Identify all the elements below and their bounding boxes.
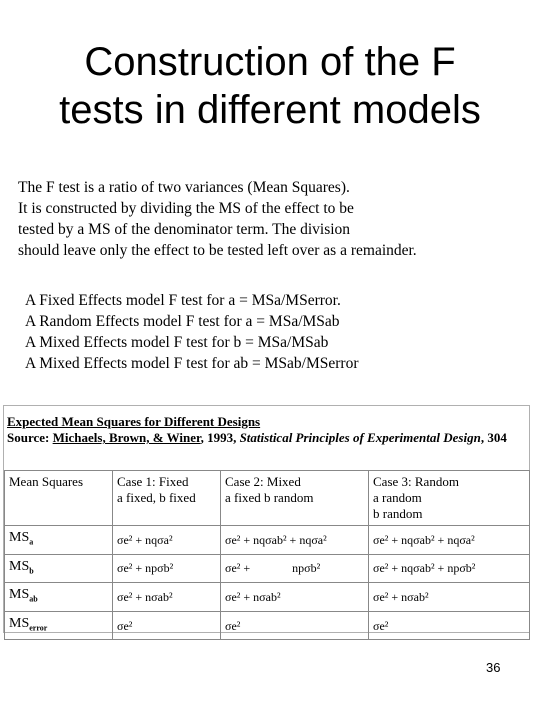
source-pages: , 304 (480, 430, 507, 445)
ms-subscript: a (29, 537, 34, 547)
title-line: tests in different models (59, 88, 481, 132)
table-row (5, 526, 530, 555)
table-row (5, 554, 530, 583)
paragraph-line: The F test is a ratio of two variances (Mean Squares). (18, 179, 350, 196)
ems-table (4, 470, 530, 640)
ms-label (5, 554, 113, 583)
ems-source (7, 430, 531, 446)
header-line: a fixed b random (225, 490, 314, 505)
table-cell: σe² + nσab² (369, 583, 530, 612)
table-row (5, 611, 530, 640)
ms-text: MS (9, 615, 30, 631)
column-header (221, 471, 369, 526)
header-line: Case 3: Random (373, 474, 459, 489)
header-line: a random (373, 490, 422, 505)
header-line: a fixed, b fixed (117, 490, 196, 505)
ems-table-image (3, 405, 530, 633)
column-header (113, 471, 221, 526)
f-test-item: A Random Effects model F test for a = MSa/MSab (25, 313, 340, 330)
table-header-row (5, 471, 530, 526)
source-book: Statistical Principles of Experimental Design (239, 430, 481, 445)
ems-title: Expected Mean Squares for Different Designs (7, 414, 261, 429)
ms-text: MS (9, 587, 30, 603)
source-year: , 1993, (200, 430, 240, 445)
ms-label (5, 611, 113, 640)
source-prefix: Source: (7, 430, 53, 445)
header-line: Case 2: Mixed (225, 474, 301, 489)
table-cell: σe² + nqσab² + nqσa² (369, 526, 530, 555)
header-line: Mean Squares (9, 474, 84, 489)
paragraph-line: should leave only the effect to be tested left over as a remainder. (18, 242, 417, 259)
table-cell: σe² (369, 611, 530, 640)
ms-text: MS (9, 558, 30, 574)
paragraph-line: It is constructed by dividing the MS of the effect to be (18, 200, 354, 217)
f-test-item: A Fixed Effects model F test for a = MSa/MSerror. (25, 292, 341, 309)
ems-heading (4, 406, 531, 446)
ms-subscript: ab (29, 594, 38, 604)
table-cell: σe² + nqσa² (113, 526, 221, 555)
ms-text: MS (9, 530, 30, 545)
intro-paragraph (18, 177, 528, 261)
ms-label (5, 526, 113, 555)
column-header (5, 471, 113, 526)
ms-subscript: error (29, 623, 48, 633)
source-authors: Michaels, Brown, & Winer (52, 430, 201, 445)
paragraph-line: tested by a MS of the denominator term. The division (18, 221, 351, 238)
table-cell: σe² + nσab² (113, 583, 221, 612)
table-cell: σe² + nqσab² + nqσa² (221, 526, 369, 555)
table-cell: σe² (221, 611, 369, 640)
title-line: Construction of the F (84, 40, 456, 84)
f-test-item: A Mixed Effects model F test for ab = MSab/MSerror (25, 355, 359, 372)
table-cell: σe² + npσb² (221, 554, 369, 583)
slide-title (0, 38, 540, 134)
page-number: 36 (486, 660, 501, 675)
table-cell: σe² + nσab² (221, 583, 369, 612)
column-header (369, 471, 530, 526)
table-cell: σe² (113, 611, 221, 640)
header-line: b random (373, 506, 423, 521)
table-row (5, 583, 530, 612)
header-line: Case 1: Fixed (117, 474, 189, 489)
table-cell: σe² + npσb² (113, 554, 221, 583)
table-cell: σe² + nqσab² + npσb² (369, 554, 530, 583)
f-test-item: A Mixed Effects model F test for b = MSa/MSab (25, 334, 329, 351)
ms-label (5, 583, 113, 612)
ms-subscript: b (29, 566, 34, 576)
f-test-list (25, 290, 525, 374)
